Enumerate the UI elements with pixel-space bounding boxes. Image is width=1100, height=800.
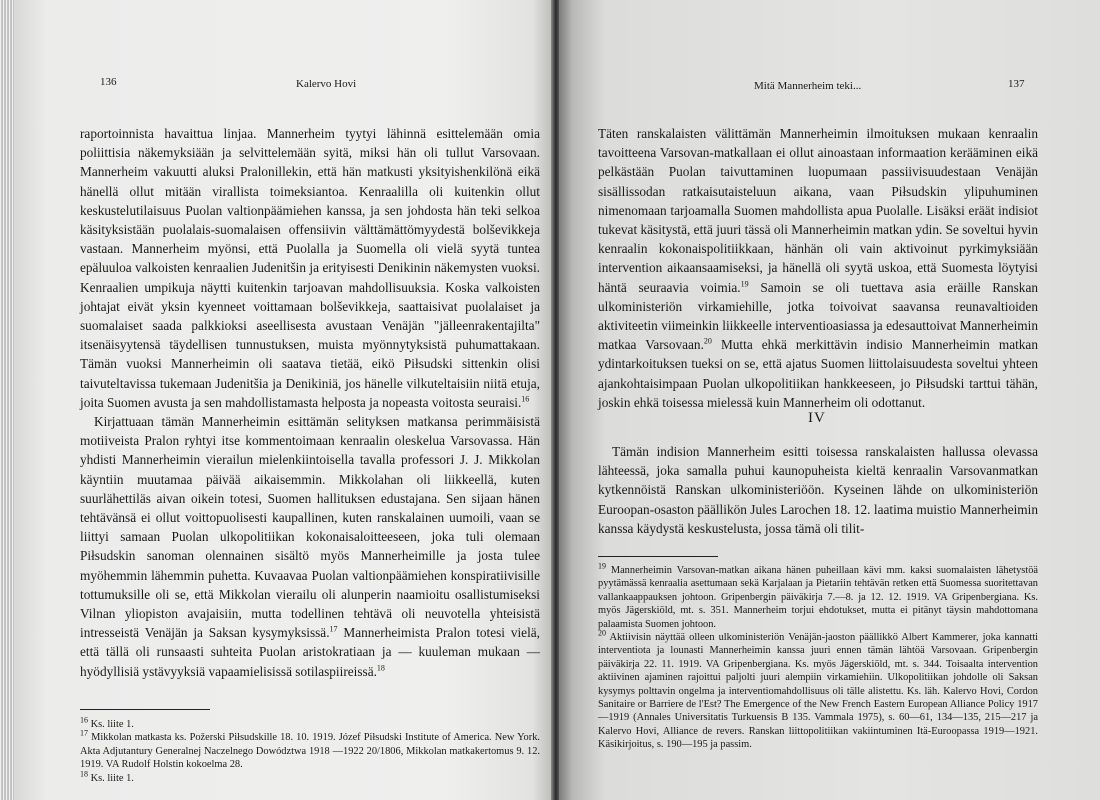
footnote-ref: 19 bbox=[740, 279, 749, 289]
footnote: $^{18}$ Ks. liite 1. bbox=[80, 769, 134, 784]
paragraph: Täten ranskalaisten välittämän Mannerheimin ilmoituksen mukaan kenraalin tavoitteena Varsovan-matkallaan ei ollut ainoastaan informaation kerääminen eikä pelkästään Puolan taivuttaminen luopumaan passiivisuudestaan Venäjän sisällissodan ratkaisutaisteluun aikana, vaan Piłsudskin ylipuhuminen nimenomaan tarjoamalla Suomen mahdollista apua Puolalle. Lisäksi eräät indisiot tukevat käsitystä, että juuri tässä oli Mannerheimin matkan ydin. Se soveltui hyvin kenraalin kokonaispolitiikkaan, hänhän oli vain aktivoinut pyrkimyksiään intervention aikaansaamiseksi, ja hänellä oli syytä uskoa, että Suomesta löytyisi häntä seuraavia voimia.$^{19}$ Samoin se oli tuettava asia eräille Ranskan ulkoministeriön virkamiehille, jotka toivoivat saavansa reunavaltioiden aktiviteetin viimeinkin liikkeelle interventioasiassa ja edesauttoivat Mannerheimin matkaa Varsovaan.$^{20}$ Mutta ehkä merkittävin indisio Mannerheimin matkan ydintarkoituksen tueksi on se, että ajatus Suomen liittolaisuudesta soveltui yhteen ajankohtaisimpaan Puolan ulkopolitiikan hankkeeseen, jo Piłsudski tarttui tähän, joskin ehkä toisessa mielessä kuin Mannerheim oli odottanut. bbox=[598, 126, 1038, 410]
footnote-divider bbox=[598, 556, 718, 557]
body-text bbox=[598, 124, 1038, 412]
page-number: 137 bbox=[1008, 78, 1025, 90]
section-number: IV bbox=[808, 410, 826, 426]
footnote-ref: 17 bbox=[329, 624, 338, 634]
footnote-ref: 18 bbox=[376, 663, 385, 673]
footnote-divider bbox=[80, 709, 210, 710]
body-text bbox=[80, 124, 540, 681]
paragraph: Tämän indision Mannerheim esitti toisessa ranskalaisten hallussa olevassa lähteessä, joka samalla puhui kaunopuheista kieltä kenraalin Varsovanmatkan kytkennöistä Ranskan ulkoministeriöön. Kyseinen lähde on ulkoministeriön Euroopan-osaston päällikön Jules Larochen 18. 12. laatima muistio Mannerheimin kanssa käydystä keskustelusta, jossa tämä oli tilit- bbox=[598, 444, 1038, 536]
left-page bbox=[14, 0, 554, 800]
body-text bbox=[598, 442, 1038, 538]
footnote: $^{16}$ Ks. liite 1. bbox=[80, 715, 134, 730]
right-page bbox=[556, 0, 1100, 800]
paragraph: raportoinnista havaittua linjaa. Mannerheim tyytyi lähinnä esittelemään omia poliittisia näkemyksiään ja selvittelemään syitä, miksi hän oli tullut Varsovaan. Mannerheim vakuutti aluksi Pralonillekin, että hän matkusti yksityishenkilönä eikä hänellä ollut mitään virallista toimeksiantoa. Kenraalilla oli kuitenkin ollut keskustelutilaisuus Puolan valtionpäämiehen kanssa, ja sen johdosta hän teki selkoa käsityksistään puolalais-suomalaisen offensiivin välttämättömyydestä bolševikkeja vastaan. Mannerheim myönsi, että Puolalla ja Suomella oli vielä syytä tuntea epäluuloa valkoisten kenraalien Judenitšin ja erityisesti Denikinin näkemysten vuoksi. Kenraalien umpikuja näytti kuitenkin tarjoavan mahdollisuuksia. Koska valkoisten johtajat eivät yksin kyenneet voittamaan bolševikkeja, saattaisivat puolalaiset ja suomalaiset saada palkkioksi aseellisesta avustaan Venäjän "jälleenrakentajilta" itsenäisyytensä täydellisen tunnustuksen, muista myönnytyksistä puhumattakaan. Tämän vuoksi Mannerheimin oli saatava tietää, eikö Piłsudski sittenkin olisi taivuteltavissa tukemaan Judenitšia ja Denikiniä, jos hänelle vilkuteltaisiin niitä etuja, joita Suomen avusta ja sen mahdollistamasta helposta ja nopeasta voitosta seuraisi.$^{16}$ bbox=[80, 126, 540, 410]
footnote: $^{20}$ Aktiivisin näyttää olleen ulkoministeriön Venäjän-jaoston päällikkö Albert Kammerer, joka kannatti interventiota ja lounasti Mannerheimin kanssa juuri ennen tämän lähtöä Varsovaan. Gripenbergin päiväkirja 22. 11. 1919. VA Gripenbergiana. Ks. myös Jägerskiöld, mt. s. 344. Toisaalta intervention aktiivinen ajaminen rajoittui paljolti juuri alempiin virkamiehiin. Ulkopolitiikan johdolle oli Saksan kysymys polttavin ongelma ja interventiomahdollisuus oli tälle alistettu. Ks. läh. Kalervo Hovi, Cordon Sanitaire or Barriere de l'Est? The Emergence of the New French Eastern European Alliance Policy 1917—1919 (Annales Universitatis Turkuensis B 135. Vammala 1975), s. 60—61, 134—135, 215—217 ja Kalervo Hovi, Alliance de revers. Ranskan liittopolitiikan vakiintuminen Itä-Euroopassa 1919—1921. Käsikirjoitus, s. 190—195 ja passim. bbox=[598, 628, 1038, 751]
page-edges bbox=[0, 0, 14, 800]
page-number: 136 bbox=[100, 76, 117, 88]
book-gutter bbox=[551, 0, 559, 800]
running-head: Mitä Mannerheim teki... bbox=[754, 80, 862, 92]
footnote: $^{17}$ Mikkolan matkasta ks. Požerski Piłsudskille 18. 10. 1919. Józef Piłsudski Institute of America. New York. Akta Adjutantury Generalnej Naczelnego Dowództwa 1918 —1922 20/1806, Mikkolan matkakertomus 9. 12. 1919. VA Rudolf Holstin kokoelma 28. bbox=[80, 728, 540, 771]
footnotes bbox=[598, 561, 1039, 752]
footnote: $^{19}$ Mannerheimin Varsovan-matkan aikana hänen puheillaan kävi mm. kaksi suomalaisten lähetystöä pyytämässä kenraalia asettumaan sekä Karjalaan ja Pietariin tehtävän retken että Suomessa suoritettavan vallankaappauksen johtoon. Gripenbergin päiväkirja 7.—8. ja 12. 12. 1919. VA Gripenbergiana. Ks. myös Jägerskiöld, mt. s. 351. Mannerheim torjui ehdotukset, mutta ei pitänyt täysin mahdottomana palaamista Suomen johtoon. bbox=[598, 561, 1039, 630]
footnote-ref: 16 bbox=[521, 394, 530, 404]
paragraph: Kirjattuaan tämän Mannerheimin esittämän selityksen matkansa perimmäisistä motiiveista Pralon ryhtyi itse kommentoimaan kenraalin oleskelua Varsovassa. Hän yhdisti Mannerheimin vierailun mielenkiintoisella tavalla professori J. J. Mikkolan käyntiin muutamaa päivää aikaisemmin. Mikkolahan oli liikkeellä, kuten suurlähettiläs aivan oikein totesi, Suomen hallituksen edustajana. Sen sijaan hänen tehtävänsä ei ollut voittopuolisesti kaupallinen, kuten ranskalainen uumoili, vaan se liittyi samaan Puolan ulkopolitiikan kokonaisaloitteeseen, joka tuli olemaan Piłsudskin sanoman olennainen sisältö myös Mannerheimille ja josta tulee myöhemmin lähemmin puhetta. Kuvaavaa Puolan valtionpäämiehen konspiratiivisille tottumuksille oli se, että Mikkolan vierailu oli alunperin naamioitu osallistumiseksi Vilnan yliopiston avajaisiin, mutta todellinen tehtävä oli neuvotella yhteisistä intresseistä Venäjän ja Saksan kysymyksissä.$^{17}$ Mannerheimista Pralon totesi vielä, että tällä oli runsaasti suhteita Puolan aristokratiaan ja — kuuleman mukaan — hyödyllisiä ystävyyksiä vapaamielisissä sotilaspiireissä.$^{18}$ bbox=[80, 414, 541, 679]
footnote-ref: 20 bbox=[703, 336, 712, 346]
running-head: Kalervo Hovi bbox=[296, 78, 357, 90]
footnotes bbox=[80, 715, 540, 785]
